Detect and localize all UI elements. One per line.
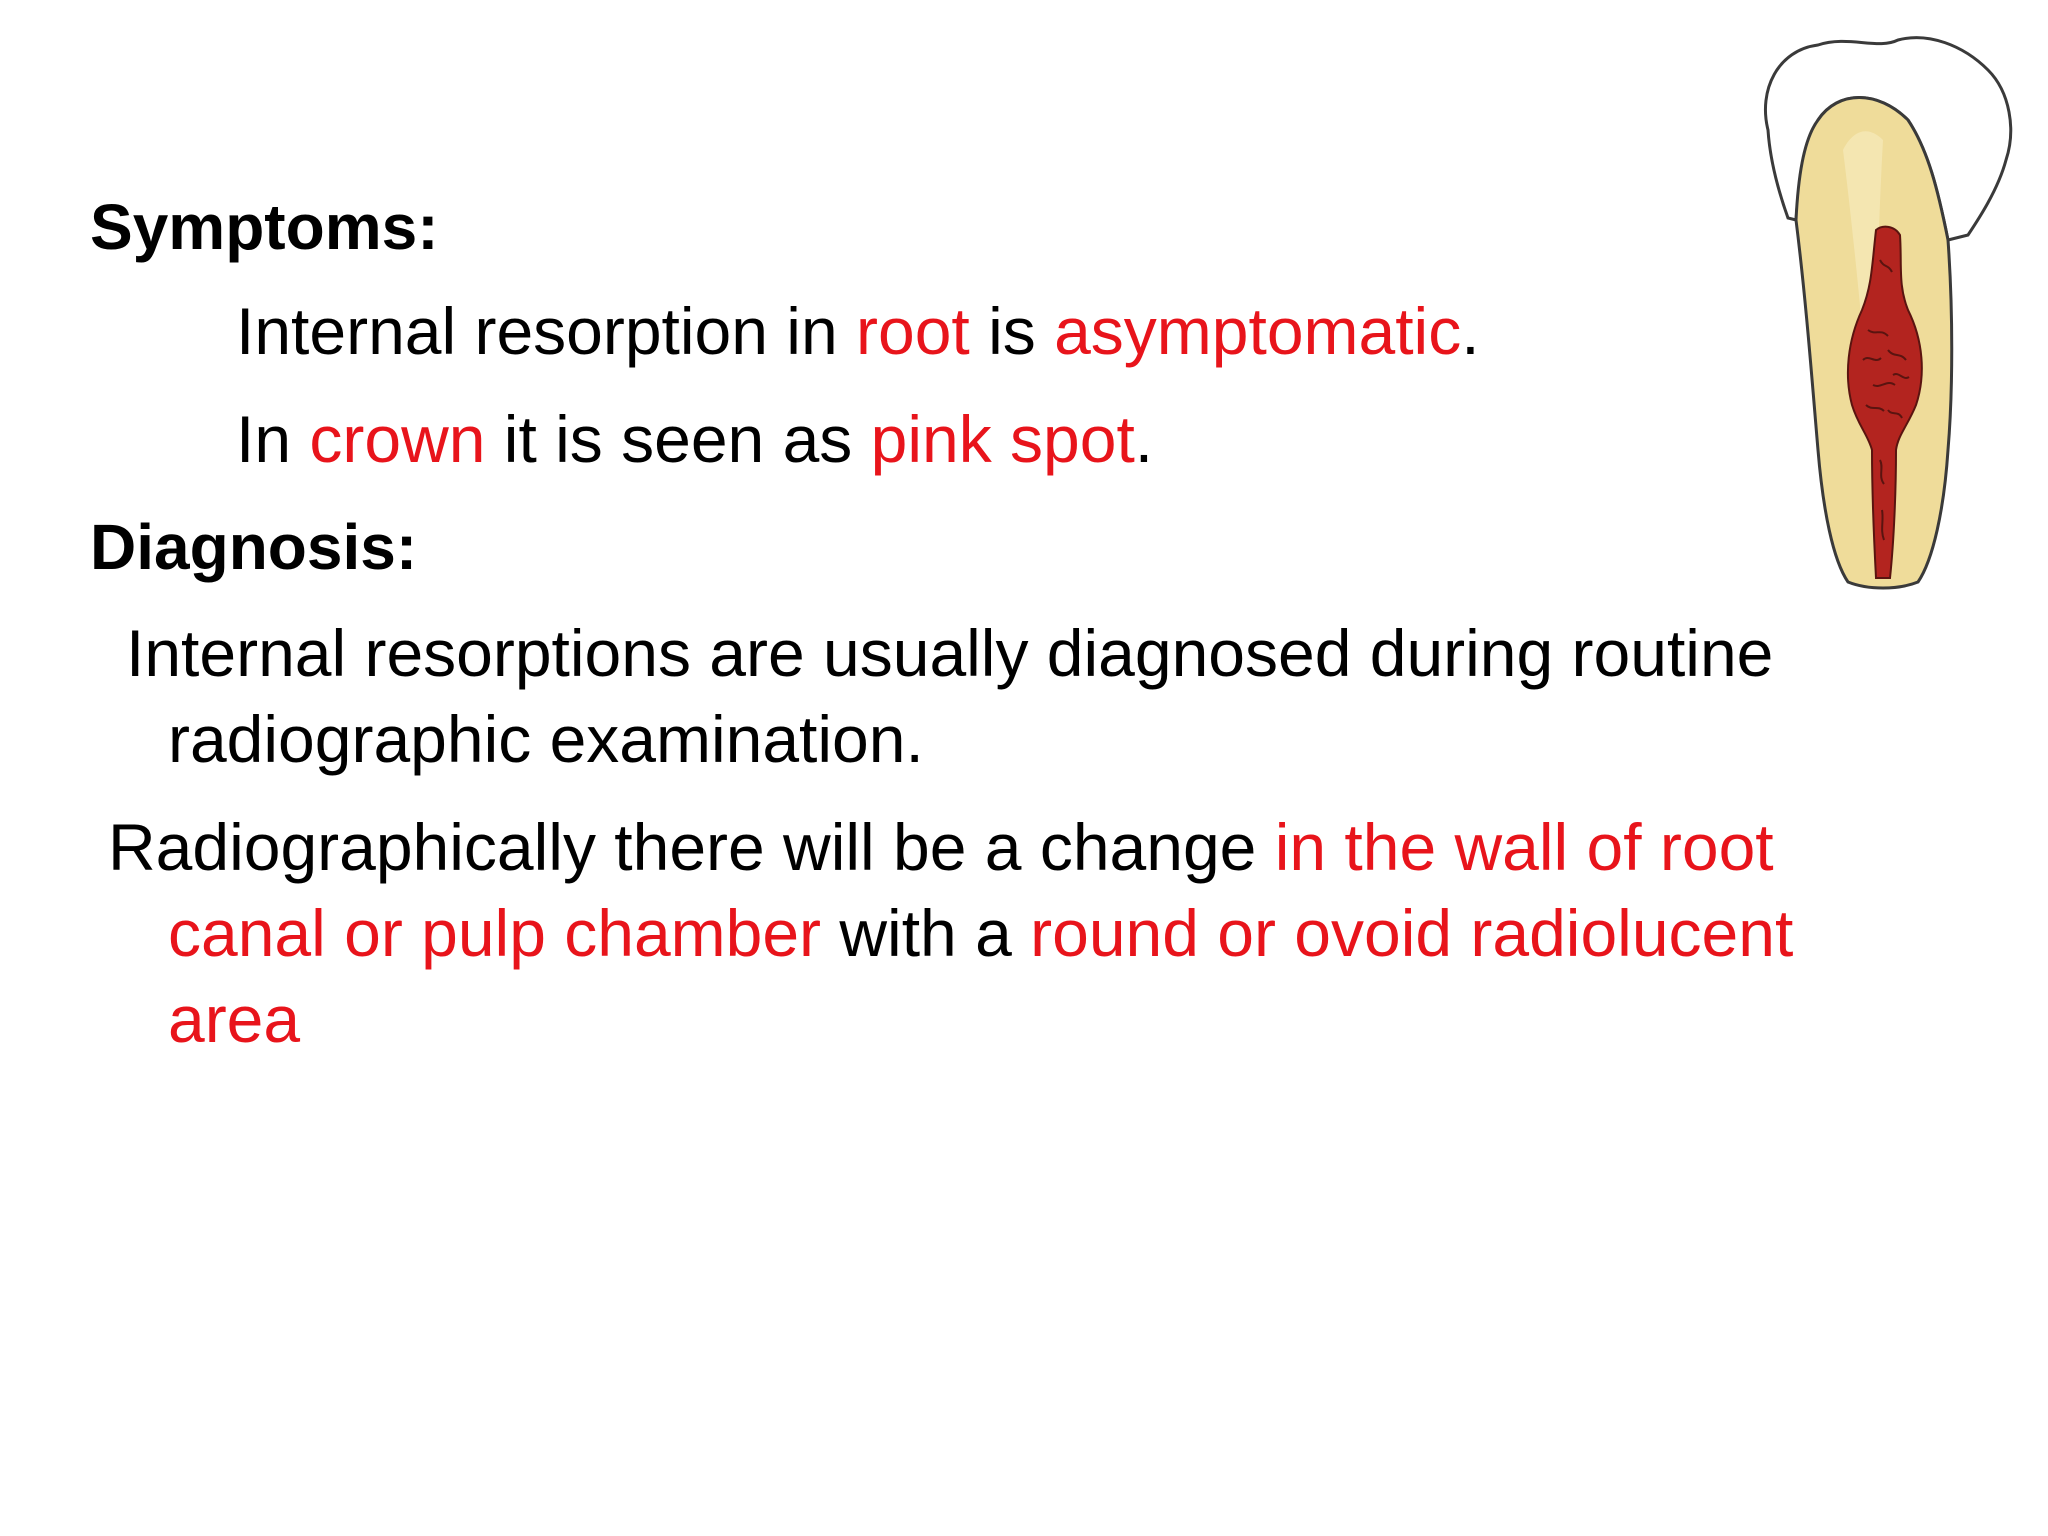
highlight-pink-spot: pink spot [870,402,1135,476]
text-segment: with a [821,896,1031,970]
highlight-root: root [856,294,970,368]
diagnosis-para2-line1 [108,804,1774,890]
highlight-wall-of-root: in the wall of root [1274,810,1774,884]
symptom-line-root [236,288,1480,374]
highlight-area: area [168,982,301,1056]
diagnosis-heading: Diagnosis: [90,511,418,583]
highlight-asymptomatic: asymptomatic [1054,294,1462,368]
text-segment: In [236,402,310,476]
highlight-canal-or-pulp-chamber: canal or pulp chamber [168,896,822,970]
diagnosis-para1-line2: radiographic examination. [168,702,924,776]
text-segment: . [1134,402,1154,476]
symptom-line-crown [236,396,1153,482]
diagnosis-para2-line2 [168,890,1793,976]
diagnosis-para2-line3 [168,976,300,1062]
text-segment: Internal resorption in [236,294,857,368]
text-segment: is [969,294,1055,368]
diagnosis-para1-line1: Internal resorptions are usually diagnosed during routine [126,616,1774,690]
tooth-internal-resorption-illustration [1748,30,2018,590]
text-segment: Radiographically there will be a change [108,810,1275,884]
symptoms-heading: Symptoms: [90,191,439,263]
highlight-round-or-ovoid: round or ovoid radiolucent [1030,896,1794,970]
text-segment: it is seen as [485,402,871,476]
text-segment: . [1461,294,1480,368]
highlight-crown: crown [309,402,486,476]
